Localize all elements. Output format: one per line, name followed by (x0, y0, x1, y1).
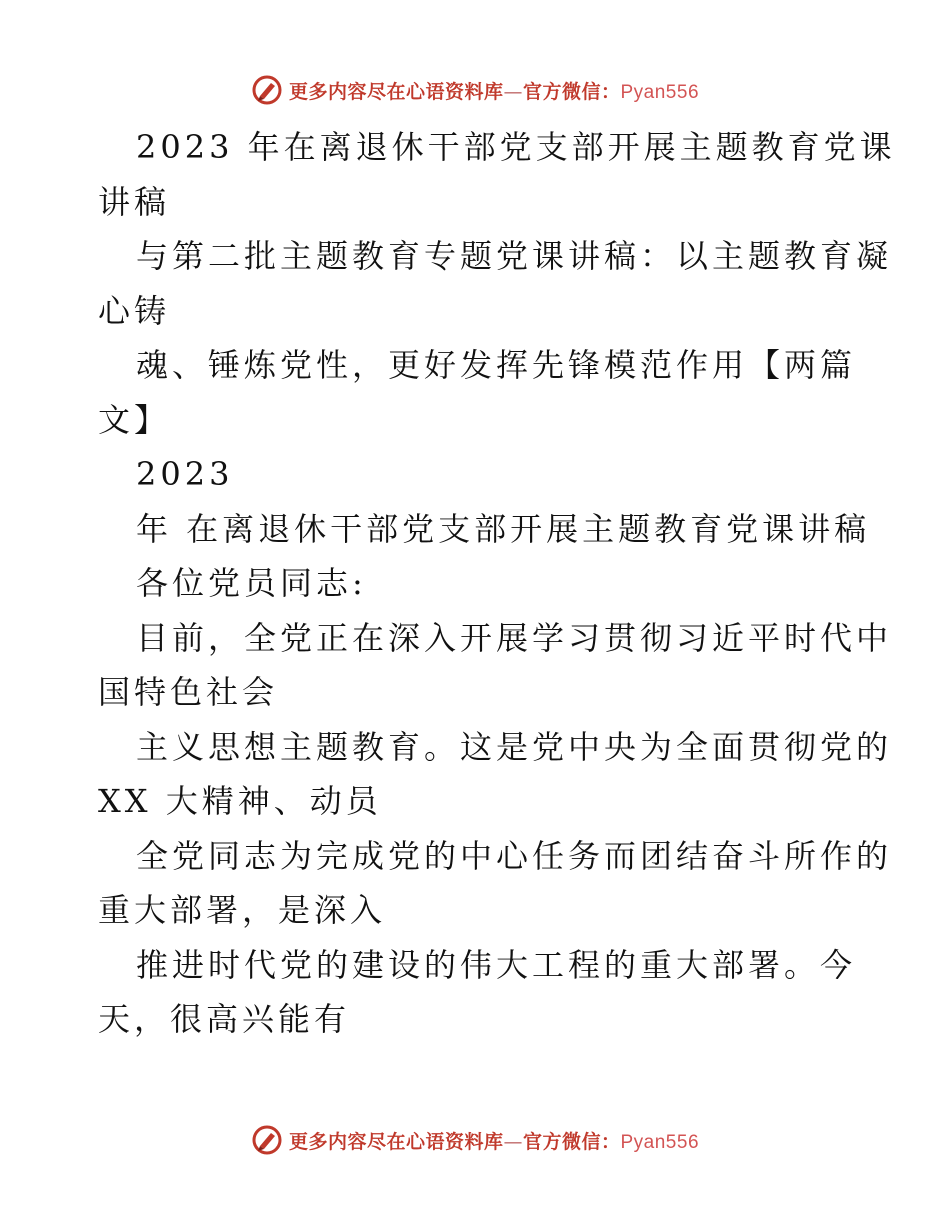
header-separator: — (503, 80, 523, 103)
text-line: 全党同志为完成党的中心任务而团结奋斗所作的 (136, 836, 893, 875)
text-line: 推进时代党的建设的伟大工程的重大部署。今 (136, 945, 857, 984)
text-line: 心铸 (98, 291, 171, 330)
header-account-id: Pyan556 (620, 81, 700, 103)
text-line: 国特色社会 (98, 673, 279, 711)
text-line: 魂、锤炼党性，更好发挥先锋模范作用【两篇 (136, 346, 857, 384)
text-line: 2023 年在离退休干部党支部开展主题教育党课 (136, 128, 896, 166)
text-line: 讲稿 (98, 182, 171, 221)
footer-account-id: Pyan556 (620, 1131, 700, 1153)
text-line: 与第二批主题教育专题党课讲稿：以主题教育凝 (136, 237, 893, 275)
text-line: 年 在离退休干部党支部开展主题教育党课讲稿 (136, 509, 871, 548)
text-line: 主义思想主题教育。这是党中央为全面贯彻党的 (136, 727, 893, 766)
header-account-label: 官方微信： (522, 80, 621, 103)
footer-banner (0, 1120, 950, 1160)
text-line: 目前，全党正在深入开展学习贯彻习近平时代中 (136, 618, 893, 657)
pen-logo-icon (251, 74, 283, 106)
footer-account-label: 官方微信： (522, 1130, 621, 1153)
header-banner (0, 70, 950, 110)
header-site-text: 更多内容尽在心语资料库 (288, 80, 504, 103)
footer-site-text: 更多内容尽在心语资料库 (288, 1130, 504, 1153)
text-line: 文】 (98, 400, 171, 439)
text-line: XX 大精神、动员 (98, 782, 382, 820)
text-line: 2023 (136, 455, 234, 493)
document-body (98, 120, 896, 1047)
text-line: 各位党员同志: (136, 564, 367, 602)
text-line: 重大部署，是深入 (98, 891, 387, 929)
footer-separator: — (503, 1130, 523, 1153)
text-line: 天，很高兴能有 (98, 1000, 351, 1038)
header-banner-text (289, 77, 699, 104)
pen-logo-icon (251, 1124, 283, 1156)
footer-banner-text (289, 1127, 699, 1154)
